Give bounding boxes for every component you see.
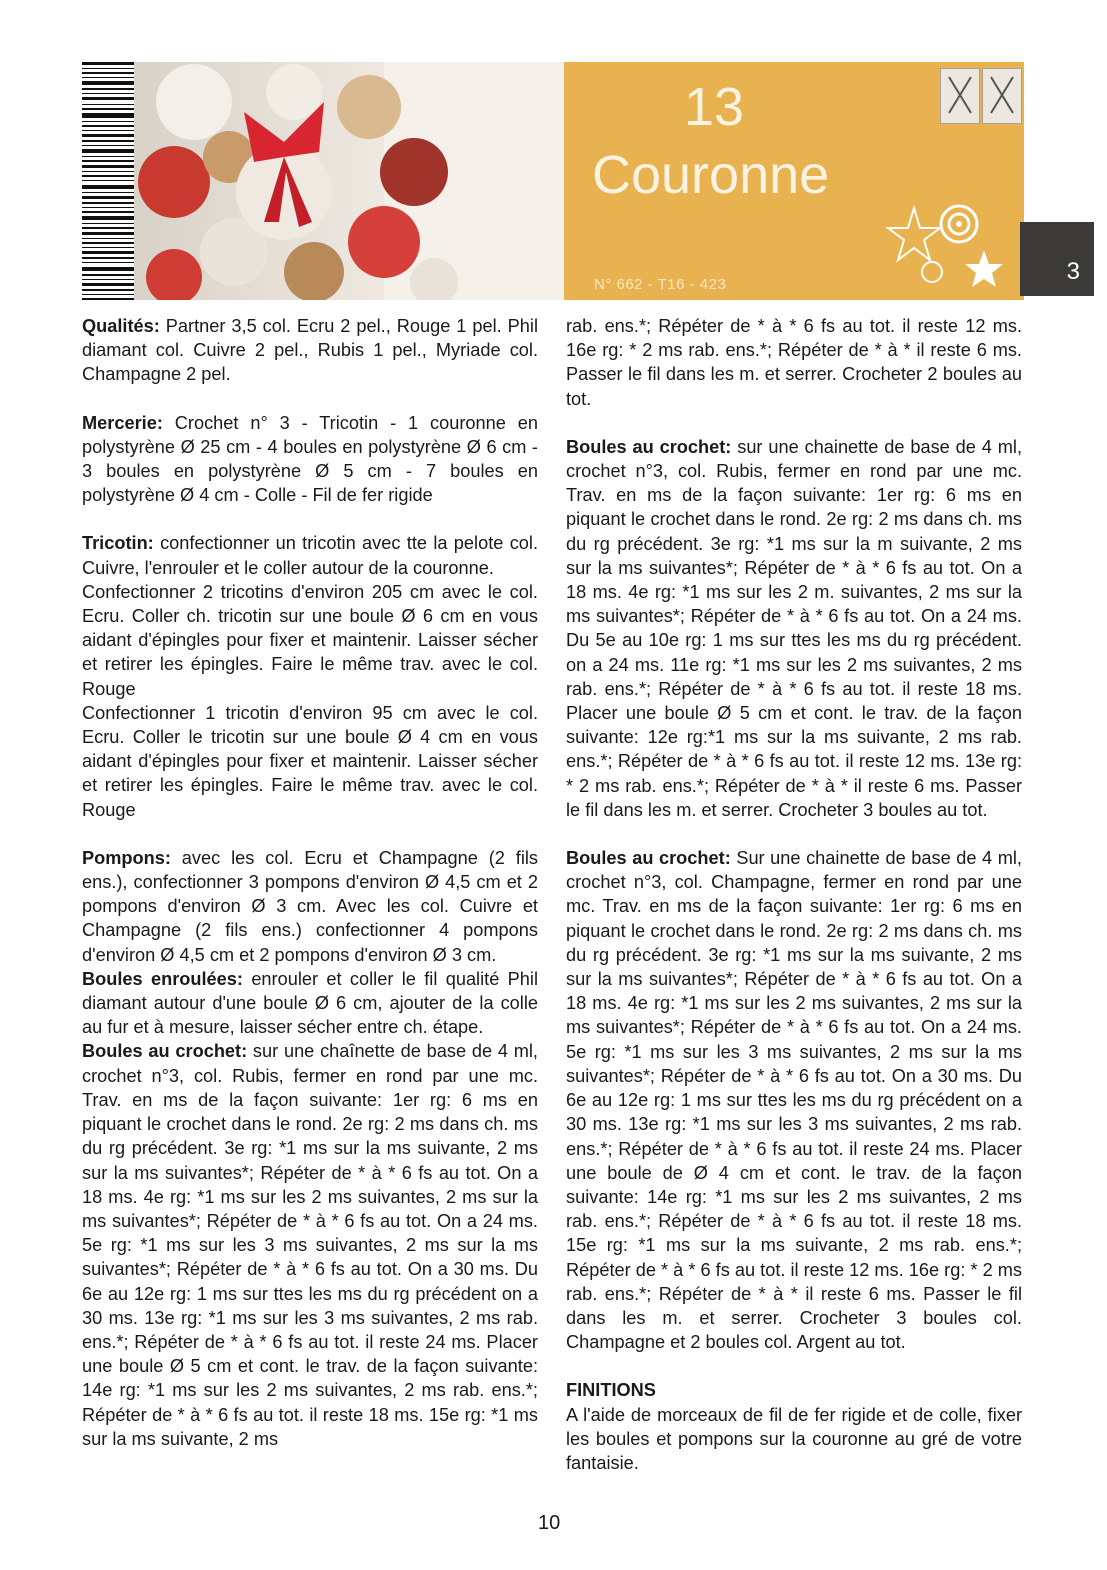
paragraph-text: Confectionner 2 tricotins d'environ 205 cm avec le col. Ecru. Coller ch. tricotin sur une boule Ø 6 cm en vous aidant d'épingles pour fixer et maintenir. Laisser sécher et retirer les épingles. Faire le même trav. avec le col. Rouge [82, 581, 538, 699]
paragraph-text: rab. ens.*; Répéter de * à * 6 fs au tot. il reste 12 ms. 16e rg: * 2 ms rab. ens.*; Répéter de * à * il reste 6 ms. Passer le fil dans les m. et serrer. Crocheter 2 boules au tot. [566, 316, 1022, 409]
paragraph-text: A l'aide de morceaux de fil de fer rigide et de colle, fixer les boules et pompons sur la couronne au gré de votre fantaisie. [566, 1404, 1022, 1473]
paragraph [82, 314, 538, 387]
paragraph-text: avec les col. Ecru et Champagne (2 fils ens.), confectionner 3 pompons d'environ Ø 4,5 cm et 2 pompons d'environ Ø 3 cm. Avec les col. Cuivre et Champagne (2 fils ens.) confectionner 4 pompons d'environ Ø 4,5 cm et 2 pompons d'environ Ø 3 cm. [82, 847, 538, 965]
star-icon [888, 208, 940, 260]
knitting-needles-icon [940, 68, 980, 124]
paragraph [566, 1378, 1022, 1475]
paragraph-text: Confectionner 1 tricotin d'environ 95 cm avec le col. Ecru. Coller le tricotin sur une boule Ø 4 cm en vous aidant d'épingles pour fixer et maintenir. Laisser sécher et retirer les épingles. Faire le même trav. avec le col. Rouge [82, 702, 538, 820]
section-label: Pompons: [82, 847, 171, 868]
section-label: Tricotin: [82, 533, 154, 554]
knitting-needles-icon [982, 68, 1022, 124]
section-label: FINITIONS [566, 1380, 656, 1401]
title-banner [564, 62, 1080, 300]
section-label: Boules au crochet: [566, 848, 731, 869]
paragraph [82, 411, 538, 508]
paragraph [82, 580, 538, 701]
paragraph-text: Crochet n° 3 - Tricotin - 1 couronne en polystyrène Ø 25 cm - 4 boules en polystyrène Ø 6 cm - 3 boules en polystyrène Ø 5 cm - 7 boules en polystyrène Ø 4 cm - Colle - Fil de fer rigide [82, 412, 538, 506]
section-label: Boules enroulées: [82, 968, 243, 989]
star-filled-icon [965, 250, 1003, 287]
paragraph [566, 846, 1022, 1354]
difficulty-badge: 3 [1020, 222, 1094, 296]
paragraph [82, 531, 538, 579]
paragraph-text: confectionner un tricotin avec tte la pelote col. Cuivre, l'enrouler et le coller autour de la couronne. [82, 533, 538, 578]
barcode-icon [82, 62, 134, 300]
pattern-title: Couronne [592, 145, 830, 205]
section-label: Qualités: [82, 316, 160, 336]
paragraph-text: sur une chainette de base de 4 ml, crochet n°3, col. Rubis, fermer en rond par une mc. Trav. en ms de la façon suivante: 1er rg: 6 ms en piquant le crochet dans le rond. 2e rg: 2 ms dans ch. ms du rg précédent. 3e rg: *1 ms sur la m suivante, 2 ms sur la ms suivantes*; Répéter de * à * 6 fs au tot. On a 18 ms. 4e rg: *1 ms sur les 2 m. suivantes, 2 ms sur la ms suivantes*; Répéter de * à * 6 fs au tot. On a 24 ms. Du 5e au 10e rg: 1 ms sur ttes les ms du rg précédent. on a 24 ms. 11e rg: *1 ms sur les 2 ms suivantes, 2 ms rab. ens.*; Répéter de * à * 6 fs au tot. il reste 18 ms. Placer une boule Ø 5 cm et cont. le trav. de la façon suivante: 12e rg:*1 ms sur la ms suivante, 2 ms rab. ens.*; Répéter de * à * 6 fs au tot. il reste 12 ms. 13e rg: * 2 ms rab. ens.*; Répéter de * à * il reste 6 ms. Passer le fil dans les m. et serrer. Crocheter 3 boules au tot. [566, 436, 1022, 820]
paragraph [82, 1039, 538, 1450]
paragraph [82, 967, 538, 1040]
pattern-number: 13 [684, 77, 745, 137]
section-label: Boules au crochet: [82, 1041, 248, 1062]
paragraph-text: Sur une chainette de base de 4 ml, crochet n°3, col. Champagne, fermer en rond par une mc. Trav. en ms de la façon suivante: 1er rg: 6 ms en piquant le crochet dans le rond. 2e rg: 2 ms dans ch. ms du rg précédent. 3e rg: *1 ms sur la ms suivante, 2 ms sur la ms suivantes*; Répéter de * à * 6 fs au tot. On a 18 ms. 4e rg: *1 ms sur les 2 ms suivantes, 2 ms sur la ms suivantes*; Répéter de * à * 6 fs au tot. On a 24 ms. 5e rg: *1 ms sur les 3 ms suivantes, 2 ms sur la ms suivantes*; Répéter de * à * 6 fs au tot. On a 30 ms. Du 6e au 12e rg: 1 ms sur ttes les ms du rg précédent on a 30 ms. 13e rg: *1 ms sur les 3 ms suivantes, 2 ms rab. ens.*; Répéter de * à * 6 fs au tot. il reste 24 ms. Placer une boule de Ø 4 cm et cont. le trav. de la façon suivante: 14e rg: *1 ms sur les 2 ms suivantes, 2 ms rab. ens.*; Répéter de * à * 6 fs au tot. il reste 18 ms. 15e rg: *1 ms sur la ms suivante, 2 ms rab. ens.*; Répéter de * à * 6 fs au tot. il reste 12 ms. 16e rg: * 2 ms rab. ens.*; Répéter de * à * il reste 6 ms. Passer le fil dans les m. et serrer. Crocheter 3 boules col. Champagne et 2 boules col. Argent au tot. [566, 848, 1022, 1353]
paragraph-text: Partner 3,5 col. Ecru 2 pel., Rouge 1 pel. Phil diamant col. Cuivre 2 pel., Rubis 1 pel., Myriade col. Champagne 2 pel. [82, 316, 538, 385]
section-label: Boules au crochet: [566, 436, 732, 457]
paragraph [82, 701, 538, 822]
section-label: Mercerie: [82, 412, 163, 433]
pattern-reference: N° 662 - T16 - 423 [594, 276, 727, 293]
paragraph [566, 314, 1022, 411]
right-column [566, 314, 1022, 1475]
paragraph [82, 846, 538, 967]
decor-icons [884, 202, 1014, 298]
left-column [82, 314, 538, 1451]
circle-icon [922, 262, 942, 282]
paragraph-text: sur une chaînette de base de 4 ml, crochet n°3, col. Rubis, fermer en rond par une mc. Trav. en ms de la façon suivante: 1er rg: 6 ms en piquant le crochet dans le rond. 2e rg: 2 ms dans ch. ms du rg précédent. 3e rg: *1 ms sur la ms suivante, 2 ms sur la ms suivantes*; Répéter de * à * 6 fs au tot. On a 18 ms. 4e rg: *1 ms sur les 2 ms suivantes, 2 ms sur la ms suivantes*; Répéter de * à * 6 fs au tot. On a 24 ms. 5e rg: *1 ms sur les 3 ms suivantes, 2 ms sur la ms suivantes*; Répéter de * à * 6 fs au tot. On a 30 ms. Du 6e au 12e rg: 1 ms sur ttes les ms du rg précédent on a 30 ms. 13e rg: *1 ms sur les 3 ms suivantes, 2 ms rab. ens.*; Répéter de * à * 6 fs au tot. il reste 24 ms. Placer une boule Ø 5 cm et cont. le trav. de la façon suivante: 14e rg: *1 ms sur les 2 ms suivantes, 2 ms rab. ens.*; Répéter de * à * 6 fs au tot. il reste 18 ms. 15e rg: *1 ms sur la ms suivante, 2 ms [82, 1041, 538, 1449]
paragraph-text: enrouler et coller le fil qualité Phil diamant autour d'une boule Ø 6 cm, ajouter de la colle au fur et à mesure, laisser sécher entre ch. étape. [82, 968, 538, 1038]
wreath-photo [134, 62, 564, 300]
target-icon [941, 206, 977, 242]
header-banner [82, 62, 1080, 300]
page-number: 10 [538, 1512, 561, 1534]
paragraph [566, 435, 1022, 822]
